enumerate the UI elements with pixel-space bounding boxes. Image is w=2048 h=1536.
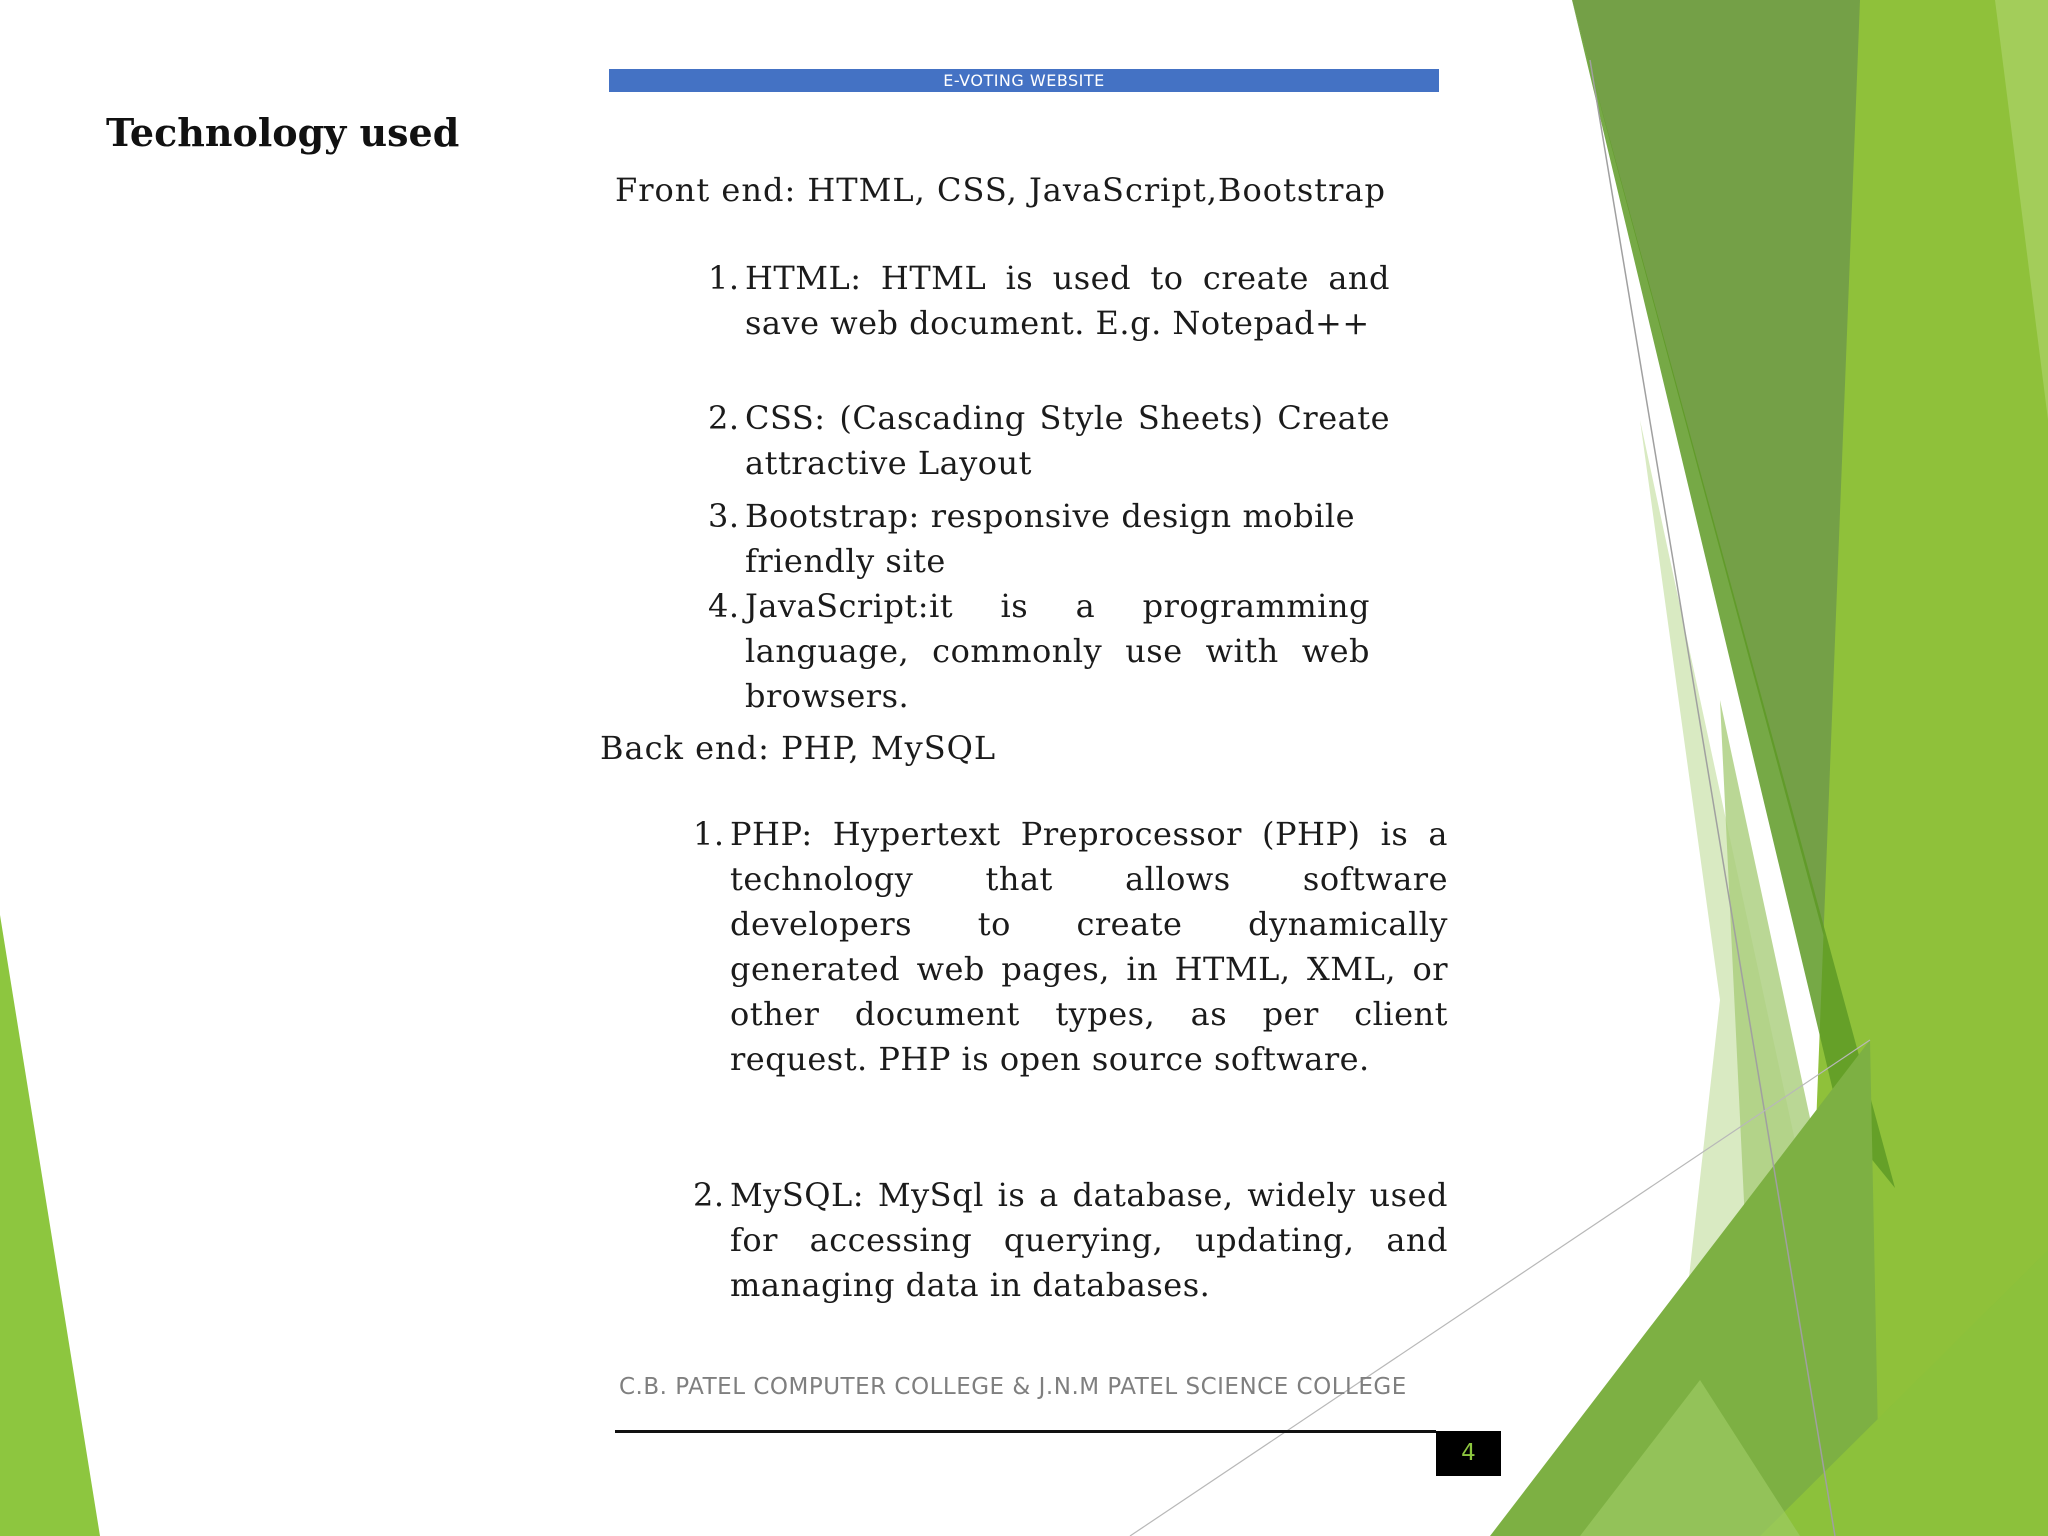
list-number: 3.: [708, 497, 740, 535]
list-text: CSS: (Cascading Style Sheets) Create attractive Layout: [745, 399, 1390, 482]
list-number: 1.: [708, 259, 740, 297]
list-text: PHP: Hypertext Preprocessor (PHP) is a technology that allows software developers to create dynamically generated web pages, in HTML, XML, or other document types, as per client request. PHP is open source software.: [730, 815, 1448, 1078]
list-number: 2.: [708, 399, 740, 437]
list-number: 2.: [693, 1176, 725, 1214]
list-number: 4.: [708, 587, 740, 625]
footer-divider: [615, 1430, 1436, 1433]
front-end-item-3: [708, 494, 1355, 584]
list-text: MySQL: MySql is a database, widely used for accessing querying, updating, and managing data in databases.: [730, 1176, 1448, 1304]
page-number: 4: [1436, 1431, 1501, 1476]
back-end-item-2: [693, 1173, 1448, 1308]
front-end-item-4: [708, 584, 1370, 719]
back-end-item-1: [693, 812, 1448, 1082]
back-end-heading: Back end: PHP, MySQL: [600, 729, 997, 767]
front-end-heading: Front end: HTML, CSS, JavaScript,Bootstrap: [615, 171, 1386, 209]
slide-title: Technology used: [106, 110, 460, 155]
header-banner: E-VOTING WEBSITE: [609, 69, 1439, 92]
list-text: Bootstrap: responsive design mobile friendly site: [745, 497, 1355, 580]
footer-college-name: C.B. PATEL COMPUTER COLLEGE & J.N.M PATEL SCIENCE COLLEGE: [619, 1374, 1407, 1400]
list-text: JavaScript:it is a programming language, commonly use with web browsers.: [745, 587, 1370, 715]
list-number: 1.: [693, 815, 725, 853]
front-end-item-1: [708, 256, 1390, 346]
front-end-item-2: [708, 396, 1390, 486]
list-text: HTML: HTML is used to create and save web document. E.g. Notepad++: [745, 259, 1390, 342]
